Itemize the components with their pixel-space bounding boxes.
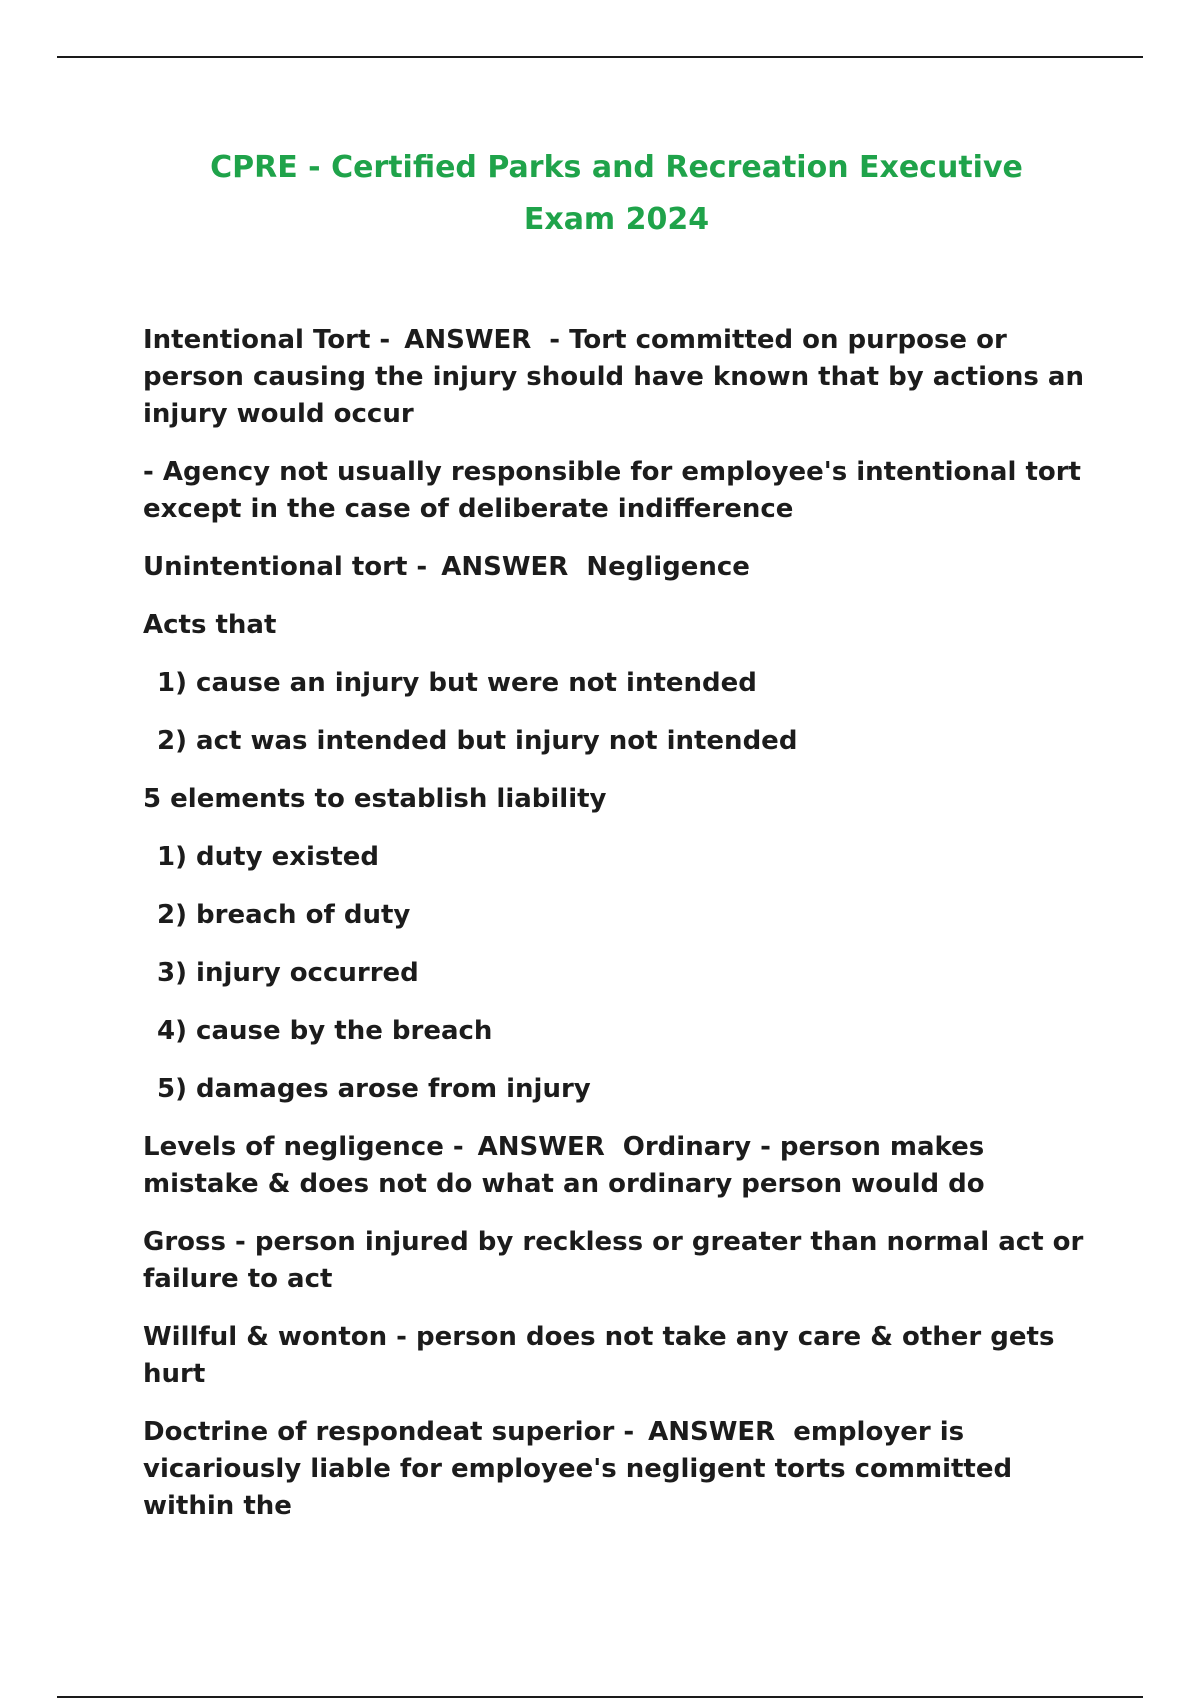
agency-note: - Agency not usually responsible for employee's intentional tort except in the case of deliberate indifference [143,457,1081,524]
qa-respondeat-superior [143,1414,1103,1525]
title-line-2: Exam 2024 [523,202,710,237]
qa-intentional-tort [143,322,1103,433]
list-item: 1) duty existed [157,842,380,872]
document-body [143,322,1103,1546]
answer-text: - Tort committed on purpose or person causing the injury should have known that by actions an injury would occur [143,325,1084,429]
answer-text: Negligence [586,552,750,582]
answer-label: ANSWER [477,1132,605,1162]
top-rule [57,56,1143,58]
term: Doctrine of respondeat superior - [143,1417,635,1447]
answer-label: ANSWER [404,325,532,355]
answer-text: Ordinary - person makes mistake & does not do what an ordinary person would do [143,1132,985,1199]
list-item: 4) cause by the breach [157,1016,493,1046]
list-item: 3) injury occurred [157,958,419,988]
five-elements-heading: 5 elements to establish liability [143,784,607,814]
term: Levels of negligence - [143,1132,464,1162]
list-item: 5) damages arose from injury [157,1074,591,1104]
acts-that: Acts that [143,610,277,640]
list-item: 2) act was intended but injury not intended [157,726,798,756]
qa-unintentional-tort [143,549,1103,586]
answer-label: ANSWER [441,552,569,582]
list-item: 1) cause an injury but were not intended [157,668,757,698]
term: Intentional Tort - [143,325,391,355]
bottom-rule [57,1696,1143,1698]
list-item: 2) breach of duty [157,900,411,930]
term: Unintentional tort - [143,552,428,582]
willful-wonton: Willful & wonton - person does not take any care & other gets hurt [143,1322,1055,1389]
gross-negligence: Gross - person injured by reckless or greater than normal act or failure to act [143,1227,1084,1294]
document-title [120,142,1113,246]
answer-text: employer is vicariously liable for employee's negligent torts committed within the [143,1417,1013,1521]
title-line-1: CPRE - Certified Parks and Recreation Executive [210,150,1023,185]
answer-label: ANSWER [648,1417,776,1447]
qa-levels-negligence [143,1129,1103,1203]
